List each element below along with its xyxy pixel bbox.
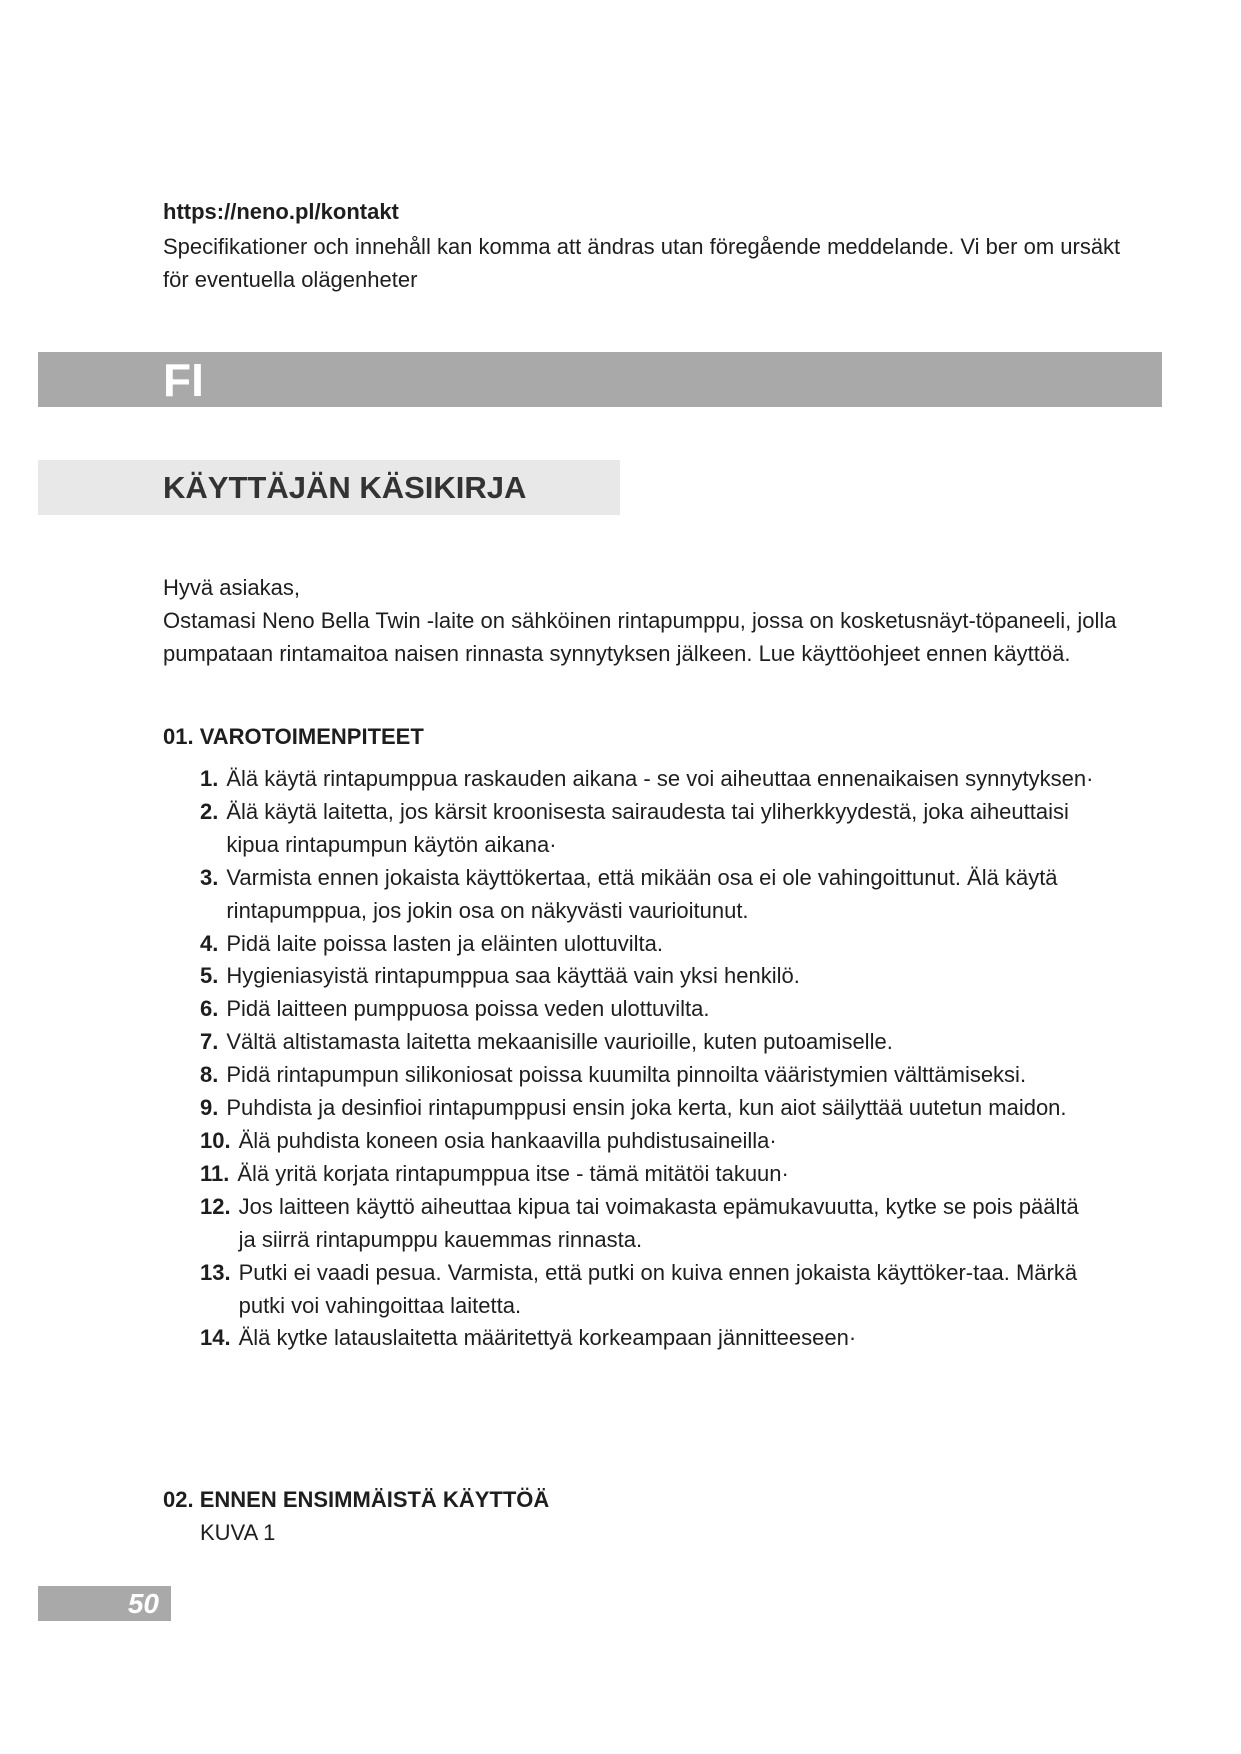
intro-paragraph: Ostamasi Neno Bella Twin -laite on sähköinen rintapumppu, jossa on kosketusnäyt-töpaneeli, jolla pumpataan rintamaitoa naisen rinnasta synnytyksen jälkeen. Lue käyttöohjeet ennen käyttöä. xyxy=(163,608,1117,666)
item-text: Jos laitteen käyttö aiheuttaa kipua tai voimakasta epämukavuutta, kytke se pois päältä ja siirrä rintapumppu kauemmas rinnasta. xyxy=(238,1193,1079,1252)
list-item xyxy=(200,796,1100,862)
item-number: 8. xyxy=(200,1062,219,1088)
section-heading-before-first-use: 02. ENNEN ENSIMMÄISTÄ KÄYTTÖÄ xyxy=(163,1487,550,1512)
list-item xyxy=(200,1125,1100,1158)
contact-url[interactable]: https://neno.pl/kontakt xyxy=(163,199,399,224)
item-number: 14. xyxy=(200,1325,231,1351)
list-item xyxy=(200,1158,1100,1191)
item-number: 12. xyxy=(200,1193,231,1219)
disclaimer-note: Specifikationer och innehåll kan komma att ändras utan föregående meddelande. Vi ber om ursäkt för eventuella olägenheter xyxy=(163,234,1121,292)
item-number: 3. xyxy=(200,864,219,890)
item-text: Älä käytä laitetta, jos kärsit kroonisesta sairaudesta tai yliherkkyydestä, joka aiheuttaisi kipua rintapumpun käytön aikana· xyxy=(226,798,1069,857)
item-number: 5. xyxy=(200,963,219,989)
item-number: 7. xyxy=(200,1029,219,1055)
list-item xyxy=(200,1322,1100,1355)
section-heading-precautions: 01. VAROTOIMENPITEET xyxy=(163,724,424,749)
item-text: Älä käytä rintapumppua raskauden aikana - se voi aiheuttaa ennenaikaisen synnytyksen· xyxy=(226,766,1094,791)
language-banner xyxy=(38,352,1162,407)
item-text: Varmista ennen jokaista käyttökertaa, että mikään osa ei ole vahingoittunut. Älä käytä rintapumppua, jos jokin osa on näkyvästi vaurioitunut. xyxy=(226,864,1058,923)
page-number-box xyxy=(38,1586,171,1621)
list-item xyxy=(200,960,1100,993)
list-item xyxy=(200,1191,1100,1257)
item-text: Hygieniasyistä rintapumppua saa käyttää vain yksi henkilö. xyxy=(226,963,800,989)
item-number: 9. xyxy=(200,1095,219,1121)
item-text: Pidä laitteen pumppuosa poissa veden ulottuvilta. xyxy=(226,996,710,1022)
page-title: KÄYTTÄJÄN KÄSIKIRJA xyxy=(163,470,527,505)
list-item xyxy=(200,993,1100,1026)
figure-label: KUVA 1 xyxy=(200,1520,276,1545)
item-number: 11. xyxy=(200,1160,230,1186)
item-text: Älä kytke latauslaitetta määritettyä korkeampaan jännitteeseen· xyxy=(238,1325,857,1351)
intro-block xyxy=(163,571,1123,670)
item-number: 6. xyxy=(200,996,219,1022)
list-item xyxy=(200,1026,1100,1059)
item-text: Putki ei vaadi pesua. Varmista, että putki on kuiva ennen jokaista käyttöker-taa. Märkä putki voi vahingoittaa laitetta. xyxy=(238,1259,1078,1318)
item-number: 13. xyxy=(200,1259,231,1285)
item-number: 10. xyxy=(200,1127,231,1153)
title-banner xyxy=(38,460,620,515)
item-text: Pidä rintapumpun silikoniosat poissa kuumilta pinnoilta vääristymien välttämiseksi. xyxy=(226,1062,1027,1088)
list-item xyxy=(200,1059,1100,1092)
list-item xyxy=(200,763,1100,796)
item-text: Puhdista ja desinfioi rintapumppusi ensin joka kerta, kun aiot säilyttää uutetun maidon. xyxy=(226,1095,1067,1121)
item-number: 2. xyxy=(200,798,219,824)
item-text: Pidä laite poissa lasten ja eläinten ulottuvilta. xyxy=(226,930,663,956)
list-item xyxy=(200,1257,1100,1323)
list-item xyxy=(200,928,1100,961)
item-text: Vältä altistamasta laitetta mekaanisille vaurioille, kuten putoamiselle. xyxy=(226,1029,893,1055)
item-text: Älä puhdista koneen osia hankaavilla puhdistusaineilla· xyxy=(238,1127,777,1153)
language-code: FI xyxy=(163,354,204,406)
item-text: Älä yritä korjata rintapumppua itse - tämä mitätöi takuun· xyxy=(237,1160,789,1186)
precautions-list xyxy=(200,763,1100,1355)
item-number: 4. xyxy=(200,930,219,956)
greeting: Hyvä asiakas, xyxy=(163,575,300,600)
list-item xyxy=(200,1092,1100,1125)
page-number: 50 xyxy=(127,1588,159,1619)
list-item xyxy=(200,862,1100,928)
item-number: 1. xyxy=(200,766,219,791)
